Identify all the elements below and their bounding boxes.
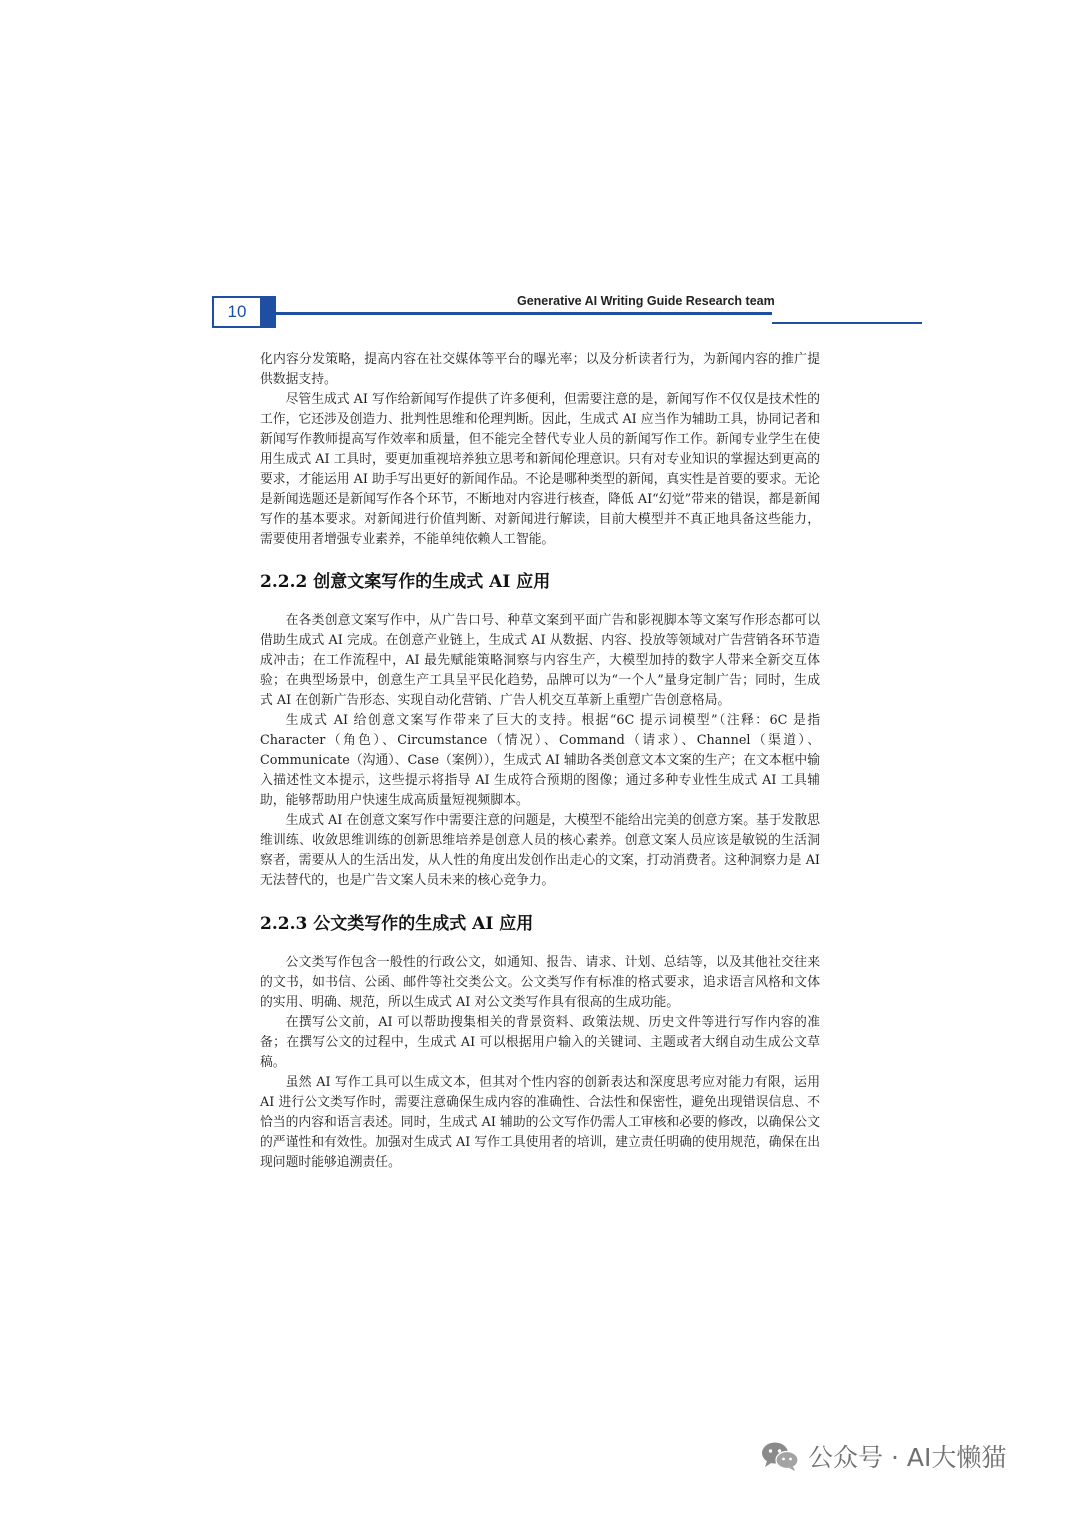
paragraph-8: 虽然 AI 写作工具可以生成文本，但其对个性内容的创新表达和深度思考应对能力有限，运用 AI 进行公文类写作时，需要注意确保生成内容的准确性、合法性和保密性，避免出现错误信息、不恰当的内容和语言表述。同时，生成式 AI 辅助的公文写作仍需人工审核和必要的修改，以确保公文的严谨性和有效性。加强对生成式 AI 写作工具使用者的培训，建立责任明确的使用规范，确保在出现问题时能够追溯责任。 (260, 1075, 820, 1170)
page-header (212, 294, 922, 330)
paragraph-7: 在撰写公文前，AI 可以帮助搜集相关的背景资料、政策法规、历史文件等进行写作内容的准备；在撰写公文的过程中，生成式 AI 可以根据用户输入的关键词、主题或者大纲自动生成公文草稿。 (260, 1015, 820, 1070)
paragraph-5: 生成式 AI 在创意文案写作中需要注意的问题是，大模型不能给出完美的创意方案。基于发散思维训练、收敛思维训练的创新思维培养是创意人员的核心素养。创意文案人员应该是敏锐的生活洞察者，需要从人的生活出发，从人性的角度出发创作出走心的文案，打动消费者。这种洞察力是 AI 无法替代的，也是广告文案人员未来的核心竞争力。 (260, 813, 820, 888)
paragraph-1: 化内容分发策略，提高内容在社交媒体等平台的曝光率；以及分析读者行为，为新闻内容的推广提供数据支持。 (260, 352, 820, 387)
header-rule-extension (772, 322, 922, 324)
watermark-text: 公众号 · AI大懒猫 (808, 1443, 1007, 1472)
page-body (260, 350, 820, 1173)
header-rule (272, 312, 772, 315)
page-number: 10 (212, 296, 262, 328)
paragraph-3: 在各类创意文案写作中，从广告口号、种草文案到平面广告和影视脚本等文案写作形态都可以借助生成式 AI 完成。在创意产业链上，生成式 AI 从数据、内容、投放等领域对广告营销各环节造成冲击；在工作流程中，AI 最先赋能策略洞察与内容生产，大模型加持的数字人带来全新交互体验；在典型场景中，创意生产工具呈平民化趋势，品牌可以为“一个人”量身定制广告；同时，生成式 AI 在创新广告形态、实现自动化营销、广告人机交互革新上重塑广告创意格局。 (260, 613, 820, 708)
section-heading-2-2-2: 2.2.2 创意文案写作的生成式 AI 应用 (260, 572, 551, 592)
paragraph-4: 生成式 AI 给创意文案写作带来了巨大的支持。根据“6C 提示词模型”（注释：6C 是指 Character（角色）、Circumstance（情况）、Command（请求）、Channel（渠道）、Communicate（沟通）、Case（案例）），生成式 AI 辅助各类创意文本文案的生产；在文本框中输入描述性文本提示，这些提示将指导 AI 生成符合预期的图像；通过多种专业性生成式 AI 工具辅助，能够帮助用户快速生成高质量短视频脚本。 (260, 713, 820, 808)
header-title: Generative AI Writing Guide Research team (517, 294, 775, 308)
section-heading-2-2-3: 2.2.3 公文类写作的生成式 AI 应用 (260, 914, 534, 934)
watermark (760, 1436, 1006, 1476)
paragraph-2: 尽管生成式 AI 写作给新闻写作提供了许多便利，但需要注意的是，新闻写作不仅仅是技术性的工作，它还涉及创造力、批判性思维和伦理判断。因此，生成式 AI 应当作为辅助工具，协同记者和新闻写作教师提高写作效率和质量，但不能完全替代专业人员的新闻写作工作。新闻专业学生在使用生成式 AI 工具时，要更加重视培养独立思考和新闻伦理意识。只有对专业知识的掌握达到更高的要求，才能运用 AI 助手写出更好的新闻作品。不论是哪种类型的新闻，真实性是首要的要求。无论是新闻选题还是新闻写作各个环节，不断地对内容进行核查，降低 AI“幻觉”带来的错误，都是新闻写作的基本要求。对新闻进行价值判断、对新闻进行解读，目前大模型并不真正地具备这些能力，需要使用者增强专业素养，不能单纯依赖人工智能。 (260, 392, 820, 547)
paragraph-6: 公文类写作包含一般性的行政公文，如通知、报告、请求、计划、总结等，以及其他社交往来的文书，如书信、公函、邮件等社交类公文。公文类写作有标准的格式要求，追求语言风格和文体的实用、明确、规范，所以生成式 AI 对公文类写作具有很高的生成功能。 (260, 955, 820, 1010)
wechat-icon (760, 1440, 800, 1472)
